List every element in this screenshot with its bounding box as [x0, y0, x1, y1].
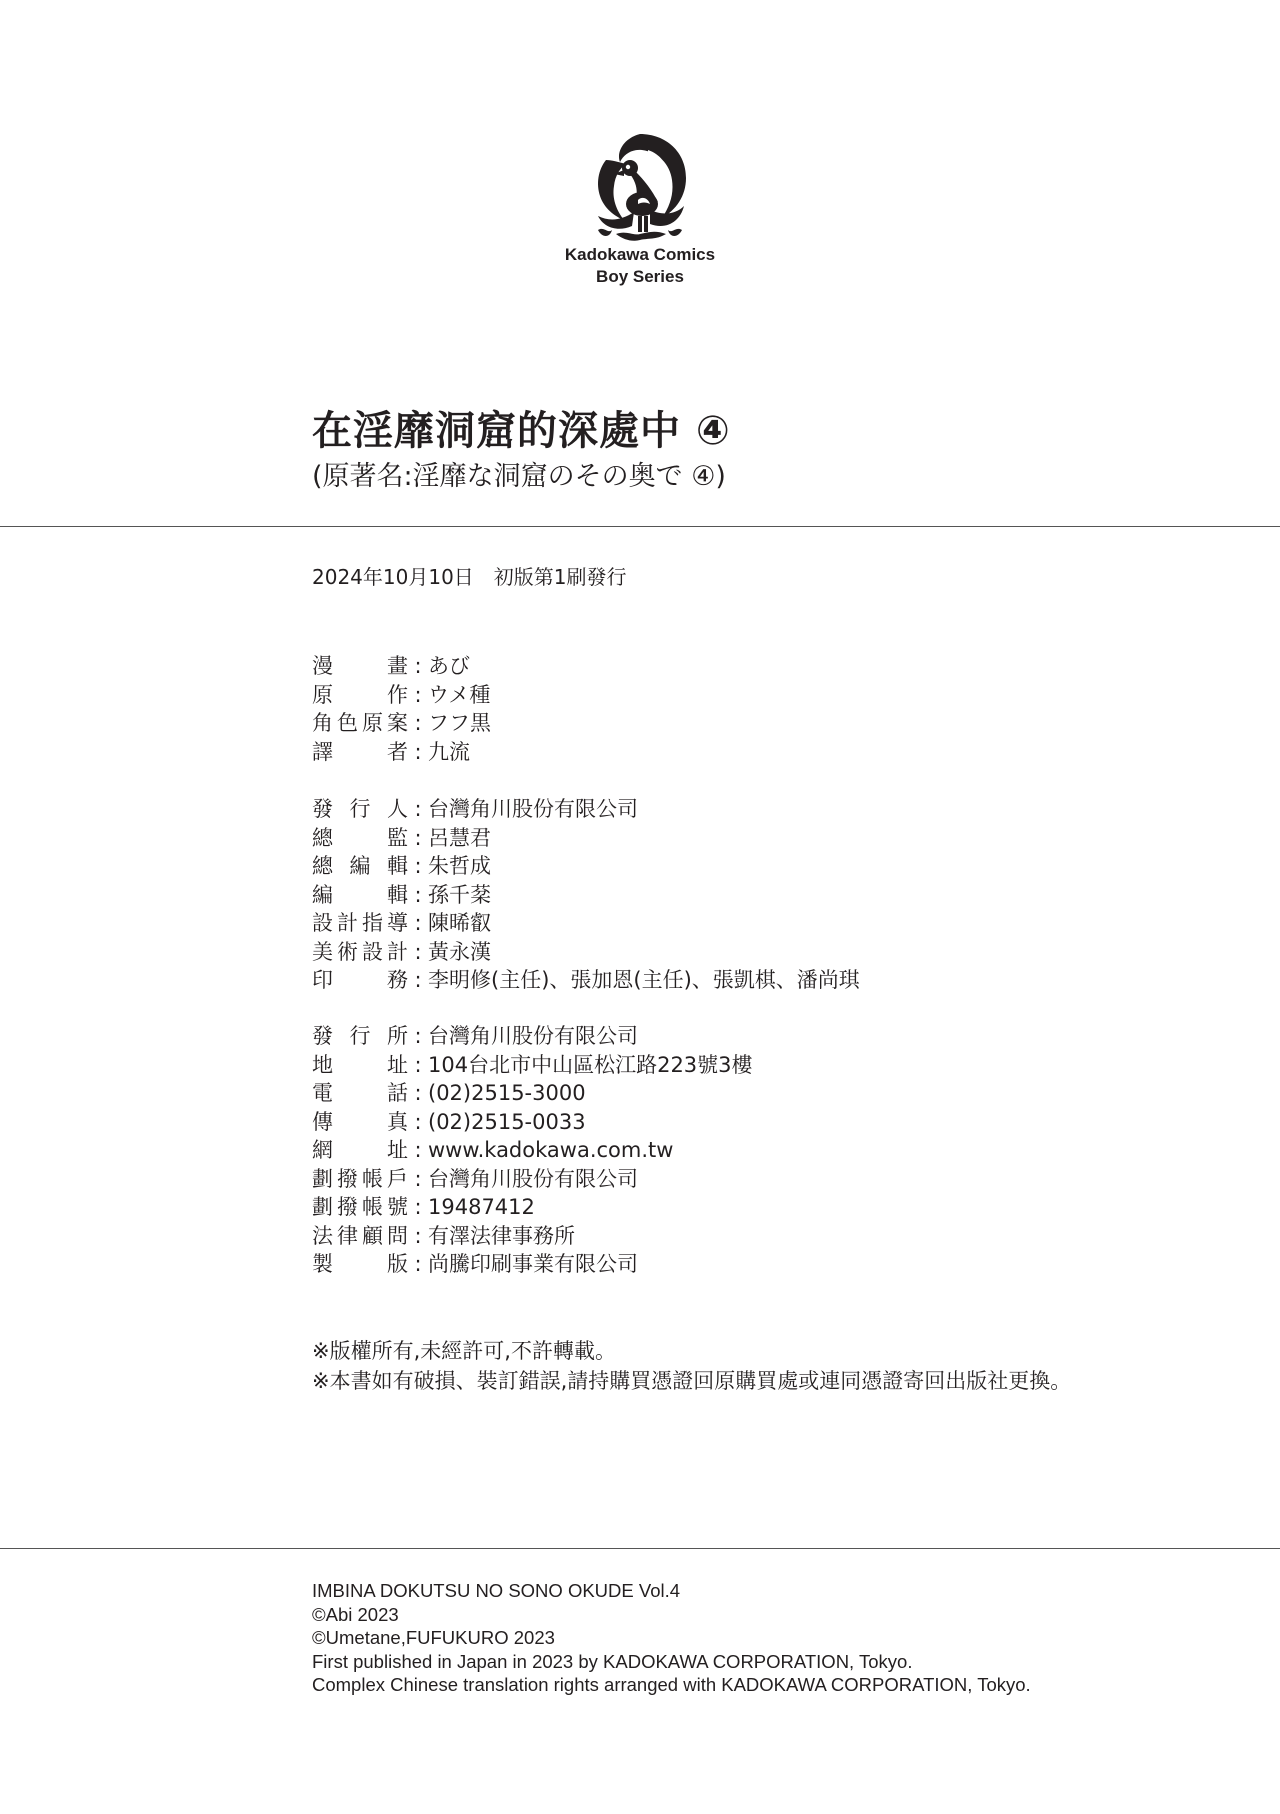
copyright-line: ©Umetane,FUFUKURO 2023: [312, 1627, 555, 1648]
credit-separator: :: [414, 1166, 422, 1191]
credit-row: [312, 1108, 753, 1137]
credit-label: 原 作: [312, 682, 408, 707]
notices: [312, 1336, 1071, 1396]
credit-separator: :: [414, 1024, 422, 1048]
credits-publisher-info: [312, 1022, 753, 1279]
copyright-block: [312, 1579, 1031, 1697]
divider-bottom: [0, 1548, 1280, 1549]
credit-label: 編 輯: [312, 882, 408, 907]
publication-date: 2024年10月10日 初版第1刷發行: [312, 565, 627, 589]
credit-row: [312, 1165, 753, 1194]
credit-value: 台灣角川股份有限公司: [428, 1024, 638, 1048]
credit-row: [312, 1079, 753, 1108]
credit-row: [312, 881, 860, 910]
copyright-line: ©Abi 2023: [312, 1603, 399, 1625]
copyright-line: IMBINA DOKUTSU NO SONO OKUDE Vol.4: [312, 1580, 681, 1601]
title-block: [312, 405, 731, 495]
credit-separator: :: [414, 939, 422, 964]
credit-separator: :: [414, 1081, 422, 1105]
credit-row: [312, 652, 491, 681]
credit-value: (02)2515-0033: [428, 1109, 586, 1134]
credit-value: 尚騰印刷事業有限公司: [428, 1252, 638, 1276]
credit-label: 劃 撥 帳 戶: [312, 1166, 408, 1191]
credit-label: 角 色 原 案: [312, 711, 408, 735]
credit-row: [312, 824, 860, 853]
credit-row: [312, 909, 860, 938]
credit-value: 孫千棻: [428, 882, 491, 907]
credit-value: 104台北市中山區松江路223號3樓: [428, 1052, 753, 1077]
credit-value: 黃永漢: [428, 939, 491, 964]
credit-row: [312, 1250, 753, 1279]
credit-separator: :: [414, 1223, 422, 1248]
credit-label: 發 行 人: [312, 797, 408, 821]
credit-separator: :: [414, 911, 422, 935]
credit-value: 九流: [428, 739, 470, 764]
credit-label: 法 律 顧 問: [312, 1223, 408, 1248]
publisher-logo: [560, 130, 720, 288]
credit-label: 設 計 指 導: [312, 911, 408, 935]
credit-row: [312, 1193, 753, 1222]
credit-value: 朱哲成: [428, 854, 491, 878]
credit-row: [312, 1136, 753, 1165]
credit-label: 印 務: [312, 968, 408, 992]
credit-value: 19487412: [428, 1195, 535, 1219]
credit-separator: :: [414, 739, 422, 764]
credits-staff: [312, 795, 860, 995]
credit-label: 美 術 設 計: [312, 939, 408, 964]
copyright-line: Complex Chinese translation rights arranged with KADOKAWA CORPORATION, Tokyo.: [312, 1674, 1031, 1695]
credit-value: (02)2515-3000: [428, 1081, 586, 1105]
credit-value: あび: [428, 654, 470, 678]
series-name-line-1: Kadokawa Comics: [564, 245, 716, 264]
credit-row: [312, 966, 860, 995]
credit-label: 譯 者: [312, 739, 408, 764]
credit-label: 劃 撥 帳 號: [312, 1195, 408, 1219]
credit-row: [312, 1051, 753, 1080]
credit-row: [312, 795, 860, 824]
credit-separator: :: [414, 711, 422, 735]
credit-value: ウメ種: [428, 682, 491, 707]
credit-separator: :: [414, 882, 422, 907]
credit-separator: :: [414, 968, 422, 992]
credit-value: 陳晞叡: [428, 911, 491, 935]
credit-separator: :: [414, 1109, 422, 1134]
credit-row: [312, 1222, 753, 1251]
credit-row: [312, 938, 860, 967]
credit-separator: :: [414, 1252, 422, 1276]
credit-label: 網 址: [312, 1138, 408, 1162]
credit-separator: :: [414, 654, 422, 678]
credit-label: 電 話: [312, 1081, 408, 1105]
credit-label: 製 版: [312, 1252, 408, 1276]
credit-value: フフ黒: [428, 711, 491, 735]
credits-creators: [312, 652, 491, 766]
credit-separator: :: [414, 682, 422, 707]
credit-separator: :: [414, 1138, 422, 1162]
credit-label: 傳 真: [312, 1109, 408, 1134]
credit-row: [312, 1022, 753, 1051]
credit-label: 漫 畫: [312, 654, 408, 678]
credit-row: [312, 738, 491, 767]
credit-value: 有澤法律事務所: [428, 1223, 575, 1248]
credit-label: 總 編 輯: [312, 854, 408, 878]
book-title: 在淫靡洞窟的深處中 ④: [312, 408, 731, 454]
credit-separator: :: [414, 797, 422, 821]
credit-separator: :: [414, 854, 422, 878]
credit-value: www.kadokawa.com.tw: [428, 1138, 674, 1162]
credit-label: 發 行 所: [312, 1024, 408, 1048]
credit-value: 台灣角川股份有限公司: [428, 1166, 638, 1191]
phoenix-emblem-icon: [586, 130, 694, 244]
notice-copyright: ※版權所有,未經許可,不許轉載。: [312, 1339, 616, 1363]
series-name-line-2: Boy Series: [596, 267, 684, 286]
credit-label: 總 監: [312, 825, 408, 850]
divider-top: [0, 526, 1280, 527]
credit-value: 李明修(主任)、張加恩(主任)、張凱棋、潘尚琪: [428, 968, 860, 992]
credit-label: 地 址: [312, 1052, 408, 1077]
credit-separator: :: [414, 1052, 422, 1077]
credit-row: [312, 852, 860, 881]
copyright-line: First published in Japan in 2023 by KADOKAWA CORPORATION, Tokyo.: [312, 1650, 913, 1672]
credit-value: 呂慧君: [428, 825, 491, 850]
credit-separator: :: [414, 825, 422, 850]
credit-value: 台灣角川股份有限公司: [428, 797, 638, 821]
credit-separator: :: [414, 1195, 422, 1219]
notice-replacement: ※本書如有破損、裝訂錯誤,請持購買憑證回原購買處或連同憑證寄回出版社更換。: [312, 1369, 1072, 1393]
credit-row: [312, 709, 491, 738]
original-title: (原著名:淫靡な洞窟のその奥で ④): [312, 461, 726, 492]
credit-row: [312, 681, 491, 710]
